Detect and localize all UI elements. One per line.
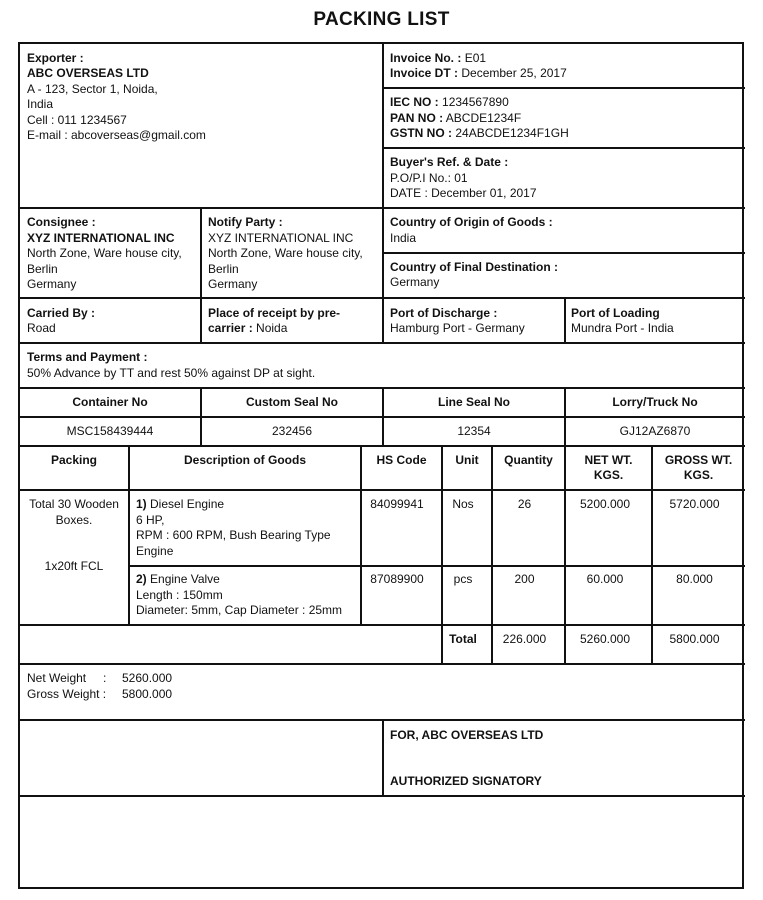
divider: [129, 565, 745, 567]
item-1-hs-code: 84099941: [370, 497, 424, 511]
line-seal-header: Line Seal No: [437, 395, 511, 409]
final-destination-value: Germany: [390, 275, 440, 289]
iec-label: IEC NO :: [390, 95, 439, 109]
pan-label: PAN NO :: [390, 111, 444, 125]
item-2-detail-2: Diameter: 5mm, Cap Diameter : 25mm: [136, 603, 343, 617]
lorry-truck-header: Lorry/Truck No: [612, 395, 698, 409]
consignee-name: XYZ INTERNATIONAL INC: [27, 231, 175, 245]
divider: [564, 297, 566, 343]
invoice-number-value: E01: [464, 51, 487, 65]
item-2-number: 2): [136, 572, 147, 586]
iec-value: 1234567890: [442, 95, 509, 109]
signature-company: FOR, ABC OVERSEAS LTD: [390, 728, 544, 742]
divider: [383, 147, 745, 149]
exporter-label: Exporter :: [27, 51, 84, 65]
hs-code-header: HS Code: [376, 453, 427, 467]
net-weight-unit-header: KGS.: [593, 468, 624, 482]
gross-weight-summary-label: Gross Weight :: [27, 687, 107, 701]
divider: [383, 252, 745, 254]
port-of-loading-label: Port of Loading: [571, 306, 660, 320]
final-destination-label: Country of Final Destination :: [390, 260, 558, 274]
item-1-quantity: 26: [517, 497, 532, 511]
notify-party-label: Notify Party :: [208, 215, 283, 229]
document-title: PACKING LIST: [313, 9, 450, 30]
item-1-detail-2: RPM : 600 RPM, Bush Bearing Type: [136, 528, 331, 542]
consignee-label: Consignee :: [27, 215, 96, 229]
exporter-address-line1: A - 123, Sector 1, Noida,: [27, 82, 158, 96]
consignee-address-line2: Berlin: [27, 262, 58, 276]
item-2-unit: pcs: [453, 572, 473, 586]
country-of-origin-label: Country of Origin of Goods :: [390, 215, 553, 229]
invoice-date-value: December 25, 2017: [461, 66, 567, 80]
item-2-detail-1: Length : 150mm: [136, 588, 223, 602]
country-of-origin-value: India: [390, 231, 417, 245]
total-gross-weight: 5800.000: [669, 632, 720, 646]
notify-party-country: Germany: [208, 277, 258, 291]
item-1-number: 1): [136, 497, 147, 511]
terms-value: 50% Advance by TT and rest 50% against DP at sight.: [27, 366, 316, 380]
notify-party-name: XYZ INTERNATIONAL INC: [208, 231, 354, 245]
item-1-detail-3: Engine: [136, 544, 174, 558]
packing-line2: Boxes.: [55, 513, 93, 527]
place-of-receipt-label-cont: carrier :: [208, 321, 253, 335]
item-2-net-weight: 60.000: [586, 572, 624, 586]
place-of-receipt: [208, 321, 287, 337]
total-quantity: 226.000: [502, 632, 547, 646]
carried-by-label: Carried By :: [27, 306, 96, 320]
port-of-discharge-value: Hamburg Port - Germany: [390, 321, 525, 335]
exporter-cell: Cell : 011 1234567: [27, 113, 127, 127]
exporter-name: ABC OVERSEAS LTD: [27, 66, 149, 80]
container-no-value: MSC158439444: [66, 424, 154, 438]
net-weight-summary-value: 5260.000: [122, 671, 173, 685]
authorized-signatory: AUTHORIZED SIGNATORY: [390, 774, 542, 788]
carried-by-value: Road: [27, 321, 56, 335]
quantity-header: Quantity: [504, 453, 553, 467]
consignee-country: Germany: [27, 277, 77, 291]
item-2-name: Engine Valve: [150, 572, 220, 586]
divider: [382, 43, 384, 343]
invoice-number-label: Invoice No. :: [390, 51, 462, 65]
gross-weight-header: GROSS WT.: [664, 453, 733, 467]
item-1-unit: Nos: [452, 497, 474, 511]
gstn-number: [390, 126, 569, 142]
pan-value: ABCDE1234F: [445, 111, 522, 125]
unit-header: Unit: [455, 453, 479, 467]
divider: [200, 207, 202, 343]
place-of-receipt-value: Noida: [256, 321, 288, 335]
packing-container-type: 1x20ft FCL: [44, 559, 104, 573]
total-net-weight: 5260.000: [579, 632, 631, 646]
exporter-address-line2: India: [27, 97, 54, 111]
exporter-email: E-mail : abcoverseas@gmail.com: [27, 128, 206, 142]
item-1-gross-weight: 5720.000: [669, 497, 720, 511]
gstn-label: GSTN NO :: [390, 126, 452, 140]
port-of-loading-value: Mundra Port - India: [571, 321, 674, 335]
invoice-date-label: Invoice DT :: [390, 66, 459, 80]
gstn-value: 24ABCDE1234F1GH: [455, 126, 569, 140]
divider: [360, 445, 362, 625]
item-1-name: Diesel Engine: [150, 497, 225, 511]
container-no-header: Container No: [72, 395, 148, 409]
net-weight-summary-label: Net Weight: [27, 671, 87, 685]
buyer-po-number: P.O/P.I No.: 01: [390, 171, 468, 185]
consignee-address-line1: North Zone, Ware house city,: [27, 246, 182, 260]
iec-number: [390, 95, 509, 111]
pan-number: [390, 111, 521, 127]
gross-weight-unit-header: KGS.: [683, 468, 714, 482]
terms-label: Terms and Payment :: [27, 350, 148, 364]
item-2-gross-weight: 80.000: [676, 572, 713, 586]
place-of-receipt-label: Place of receipt by pre-: [208, 306, 341, 320]
lorry-truck-value: GJ12AZ6870: [619, 424, 691, 438]
packing-line1: Total 30 Wooden: [29, 497, 119, 511]
item-1-detail-1: 6 HP,: [136, 513, 165, 527]
item-2-title: [136, 572, 220, 588]
invoice-number: [390, 51, 486, 67]
description-header: Description of Goods: [183, 453, 306, 467]
notify-party-address-line2: Berlin: [208, 262, 239, 276]
gross-weight-summary-value: 5800.000: [122, 687, 173, 701]
buyer-ref-date: DATE : December 01, 2017: [390, 186, 537, 200]
divider: [128, 445, 130, 625]
line-seal-value: 12354: [457, 424, 491, 438]
net-weight-header: NET WT.: [584, 453, 633, 467]
custom-seal-value: 232456: [271, 424, 313, 438]
item-2-hs-code: 87089900: [370, 572, 424, 586]
net-weight-summary-sep: :: [103, 671, 107, 685]
buyer-ref-label: Buyer's Ref. & Date :: [390, 155, 509, 169]
packing-header: Packing: [50, 453, 98, 467]
divider: [383, 87, 745, 89]
notify-party-address-line1: North Zone, Ware house city,: [208, 246, 363, 260]
item-1-title: [136, 497, 224, 513]
invoice-date: [390, 66, 567, 82]
custom-seal-header: Custom Seal No: [245, 395, 338, 409]
port-of-discharge-label: Port of Discharge :: [390, 306, 498, 320]
item-1-net-weight: 5200.000: [579, 497, 631, 511]
item-2-quantity: 200: [514, 572, 535, 586]
total-label: Total: [449, 632, 477, 646]
divider: [382, 719, 384, 796]
divider: [19, 663, 745, 665]
